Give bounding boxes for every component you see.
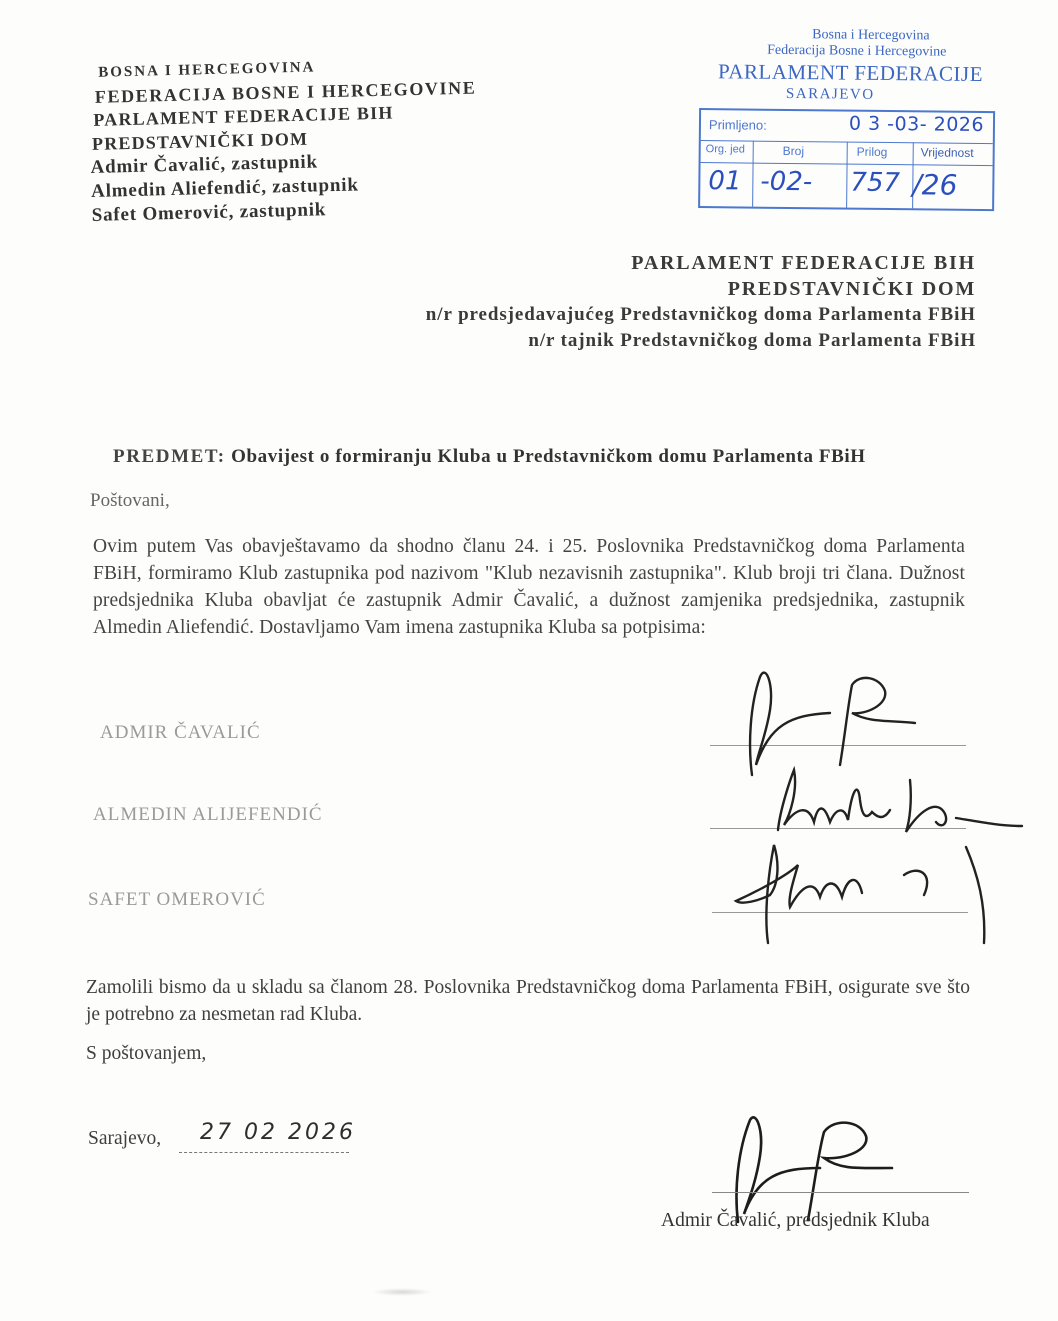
stamp-attachment-label: Prilog: [856, 144, 888, 160]
sender-member-1: Admir Čavalić, zastupnik: [90, 151, 319, 179]
closing-regards: S poštovanjem,: [86, 1043, 207, 1064]
sender-country: BOSNA I HERCEGOVINA: [98, 59, 316, 81]
stamp-city: SARAJEVO: [785, 85, 875, 103]
stamp-attachment-value: 757: [850, 167, 901, 199]
stamp-value-label: Vrijednost: [920, 145, 974, 160]
member-name-1: ADMIR ČAVALIĆ: [100, 722, 261, 743]
scan-smudge: [372, 1288, 432, 1296]
member-name-2: ALMEDIN ALIJEFENDIĆ: [93, 804, 323, 825]
recipient-parliament: PARLAMENT FEDERACIJE BIH: [631, 252, 976, 274]
stamp-federation: Federacija Bosne i Hercegovine: [767, 42, 947, 60]
subject-text: Obavijest o formiranju Kluba u Predstavničkom domu Parlamenta FBiH: [231, 446, 866, 467]
stamp-country: Bosna i Hercegovina: [812, 27, 930, 44]
body-paragraph: Ovim putem Vas obavještavamo da shodno članu 24. i 25. Poslovnika Predstavničkog doma Parlamenta FBiH, formiramo Klub zastupnika pod nazivom "Klub nezavisnih zastupnika". Klub broji tri člana. Dužnost predsjednika Kluba obavljat će zastupnik Admir Čavalić, a dužnost zamjenika predsjednika, zastupnik Almedin Aliefendić. Dostavljamo Vam imena zastupnika Kluba sa potpisima:: [93, 536, 965, 638]
date-line: [179, 1152, 349, 1153]
recipient-house: PREDSTAVNIČKI DOM: [727, 278, 976, 300]
stamp-number-label: Broj: [782, 143, 805, 159]
sender-house: PREDSTAVNIČKI DOM: [91, 128, 309, 154]
closing-paragraph: Zamolili bismo da u skladu sa članom 28. Poslovnika Predstavničkog doma Parlamenta FBiH, osigurate sve što je potrebno za nesmetan rad Kluba.: [86, 977, 970, 1025]
signature-3: [728, 835, 1008, 950]
greeting: Poštovani,: [90, 490, 170, 511]
stamp-values-row: [700, 162, 992, 209]
handwritten-date: 27 02 2026: [200, 1120, 356, 1145]
stamp-value-value: /26: [912, 168, 958, 202]
stamp-number-value: -02-: [760, 166, 813, 198]
stamp-parliament: PARLAMENT FEDERACIJE: [717, 59, 984, 87]
place-label: Sarajevo,: [88, 1128, 162, 1149]
subject-line: [113, 446, 866, 468]
stamp-org-value: 01: [708, 166, 742, 197]
sender-parliament: PARLAMENT FEDERACIJE BIH: [93, 102, 394, 131]
sender-member-3: Safet Omerović, zastupnik: [91, 198, 327, 226]
sender-member-2: Almedin Aliefendić, zastupnik: [90, 174, 359, 202]
sender-federation: FEDERACIJA BOSNE I HERCEGOVINE: [94, 77, 477, 107]
recipient-block: [426, 250, 976, 354]
sender-block: [88, 51, 532, 227]
stamp-registry-box: [698, 108, 995, 211]
recipient-attention-secretary: n/r tajnik Predstavničkog doma Parlamenta FBiH: [528, 330, 976, 351]
stamp-received-date: 0 3 -03- 2026: [848, 112, 985, 137]
recipient-attention-chair: n/r predsjedavajućeg Predstavničkog doma Parlamenta FBiH: [425, 304, 976, 325]
member-name-3: SAFET OMEROVIĆ: [88, 889, 266, 910]
stamp-received-row: [701, 110, 993, 144]
final-signature-line: [712, 1192, 969, 1193]
stamp-received-label: Primljeno:: [708, 117, 767, 133]
subject-label: PREDMET:: [113, 446, 226, 467]
received-stamp: [695, 26, 1006, 202]
stamp-org-label: Org. jed: [705, 143, 745, 156]
signatory-name: Admir Čavalić, predsjednik Kluba: [661, 1210, 930, 1231]
